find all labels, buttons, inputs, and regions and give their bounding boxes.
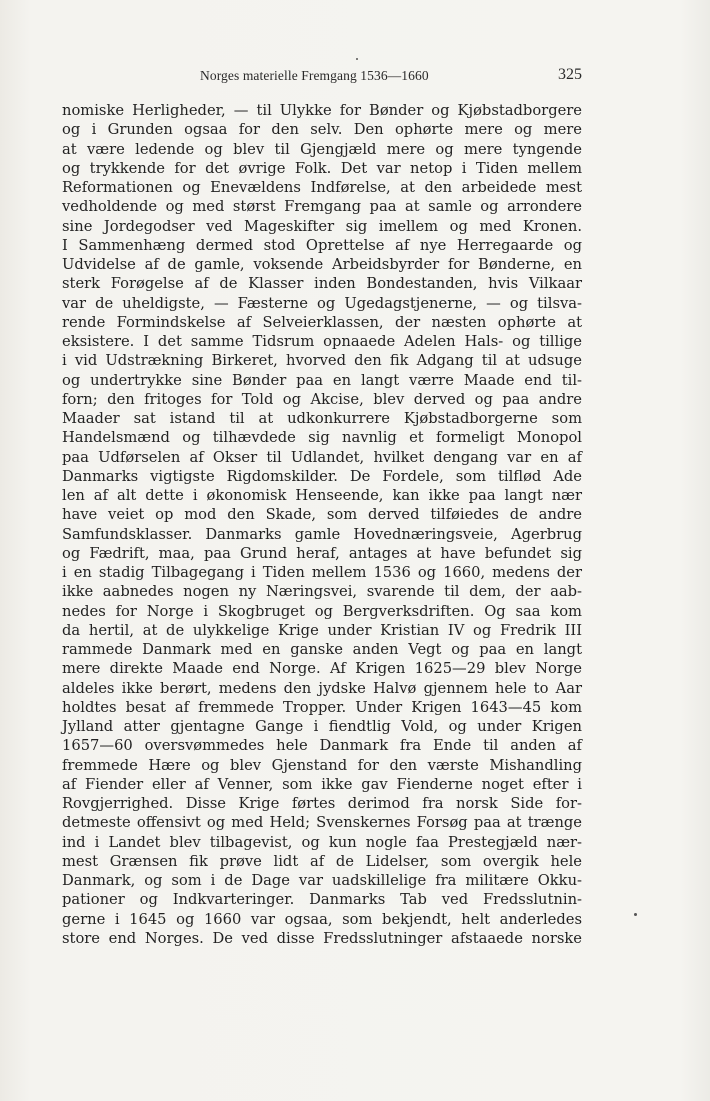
body-text [62,101,582,948]
text-line: Reformationen og Enevældens Indførelse, at den arbeidede mest [62,179,582,196]
text-line: eksistere. I det samme Tidsrum opnaaede Adelen Hals- og tillige [62,333,582,350]
running-title: Norges materielle Fremgang 1536—1660 [200,68,429,83]
text-line: i vid Udstrækning Birkeret, hvorved den fik Adgang til at udsuge [62,352,582,370]
text-line: gerne i 1645 og 1660 var ogsaa, som bekjendt, helt anderledes [62,910,582,928]
text-line: ind i Landet blev tilbagevist, og kun nogle faa Prestegjæld nær- [62,833,582,851]
text-line: og i Grunden ogsaa for den selv. Den ophørte mere og mere [62,121,582,139]
text-line: var de uheldigste, — Fæsterne og Ugedagstjenerne, — og tilsva- [62,294,582,312]
text-line: forn; den fritoges for Told og Akcise, blev derved og paa andre [62,390,582,408]
text-line: paa Udførselen af Okser til Udlandet, hvilket dengang var en af [62,448,582,466]
text-line: rende Formindskelse af Selveierklassen, der næsten ophørte at [62,313,582,331]
text-line: og trykkende for det øvrige Folk. Det var netop i Tiden mellem [62,159,582,177]
text-line: aldeles ikke berørt, medens den jydske Halvø gjennem hele to Aar [62,679,582,697]
text-line: Danmarks vigtigste Rigdomskilder. De Fordele, som tilflød Ade [62,467,582,485]
text-line: ikke aabnedes nogen ny Næringsvei, svarende til dem, der aab- [62,583,582,601]
text-line: mere direkte Maade end Norge. Af Krigen 1625—29 blev Norge [62,660,582,678]
page-number: 325 [558,66,582,83]
text-line: store end Norges. De ved disse Fredsslutninger afstaaede norske [62,929,582,947]
text-line: da hertil, at de ulykkelige Krige under Kristian IV og Fredrik III [62,621,582,639]
text-line: have veiet op mod den Skade, som derved tilføiedes de andre [62,506,582,524]
text-line: i en stadig Tilbagegang i Tiden mellem 1536 og 1660, medens der [62,564,582,581]
text-line: af Fiender eller af Venner, som ikke gav Fienderne noget efter i [62,775,582,793]
text-line: Danmark, og som i de Dage var uadskillelige fra militære Okku- [62,872,582,889]
text-line: Handelsmænd og tilhævdede sig navnlig et formeligt Monopol [62,429,582,447]
text-line: Jylland atter gjentagne Gange i fiendtlig Vold, og under Krigen [62,718,582,735]
text-line: I Sammenhæng dermed stod Oprettelse af nye Herregaarde og [62,236,582,254]
text-line: len af alt dette i økonomisk Henseende, kan ikke paa langt nær [62,487,582,504]
text-line: Udvidelse af de gamle, voksende Arbeidsbyrder for Bønderne, en [62,256,582,273]
text-line: Maader sat istand til at udkonkurrere Kjøbstadborgerne som [62,410,582,427]
text-line: 1657—60 oversvømmedes hele Danmark fra Ende til anden af [62,737,582,755]
text-line: sine Jordegodser ved Mageskifter sig imellem og med Kronen. [62,217,582,235]
print-speck [634,913,637,916]
page-header [62,66,582,88]
text-line: fremmede Hære og blev Gjenstand for den værste Mishandling [62,756,582,774]
text-line: detmeste offensivt og med Held; Svenskernes Forsøg paa at trænge [62,814,582,832]
text-line: sterk Forøgelse af de Klasser inden Bondestanden, hvis Vilkaar [62,275,582,293]
text-line: vedholdende og med størst Fremgang paa at samle og arrondere [62,198,582,216]
text-line: pationer og Indkvarteringer. Danmarks Tab ved Fredsslutnin- [62,891,582,909]
text-line: Samfundsklasser. Danmarks gamle Hovednæringsveie, Agerbrug [62,525,582,543]
text-line: og Fædrift, maa, paa Grund heraf, antages at have befundet sig [62,544,582,562]
text-line: at være ledende og blev til Gjengjæld mere og mere tyngende [62,140,582,158]
text-line: nomiske Herligheder, — til Ulykke for Bønder og Kjøbstadborgere [62,102,582,119]
text-line: og undertrykke sine Bønder paa en langt værre Maade end til- [62,371,582,389]
text-line: nedes for Norge i Skogbruget og Bergverksdriften. Og saa kom [62,602,582,620]
text-line: mest Grænsen fik prøve lidt af de Lidelser, som overgik hele [62,852,582,870]
text-line: holdtes besat af fremmede Tropper. Under Krigen 1643—45 kom [62,698,582,716]
text-line: rammede Danmark med en ganske anden Vegt og paa en langt [62,641,582,658]
print-speck [356,58,358,60]
text-line: Rovgjerrighed. Disse Krige førtes derimod fra norsk Side for- [62,795,582,812]
